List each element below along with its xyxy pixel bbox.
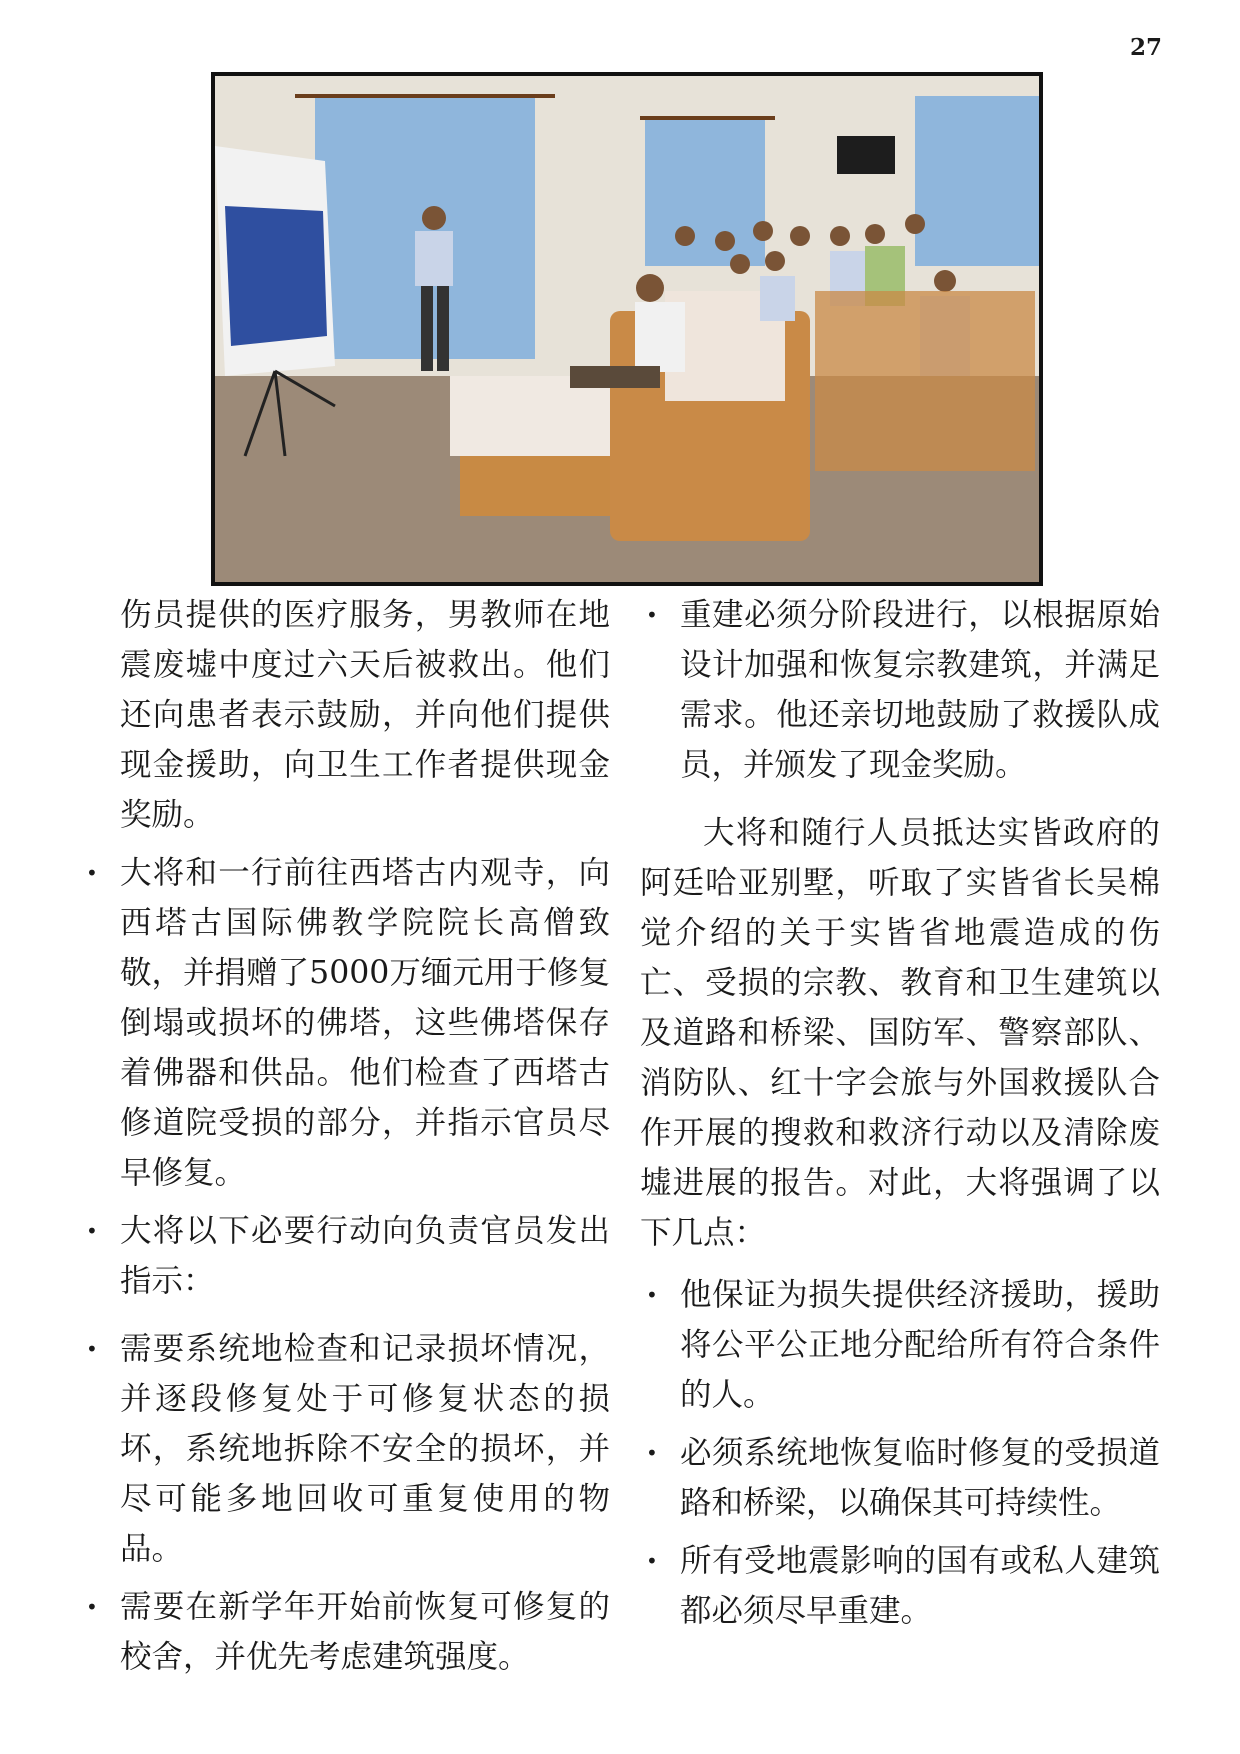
list-item-text: 必须系统地恢复临时修复的受损道路和桥梁，以确保其可持续性。 — [680, 1435, 1160, 1521]
left-continuation-text: 伤员提供的医疗服务，男教师在地震废墟中度过六天后被救出。他们还向患者表示鼓励，并向他们提供现金援助，向卫生工作者提供现金奖励。 — [120, 597, 610, 833]
list-item — [86, 1324, 610, 1574]
bullet-icon: • — [86, 1219, 98, 1243]
page-number: 27 — [1129, 34, 1162, 61]
list-item — [86, 1206, 610, 1306]
list-item — [86, 848, 610, 1198]
list-item-text: 大将和一行前往西塔古内观寺，向西塔古国际佛教学院院长高僧致敬，并捐赠了5000万缅元用于修复倒塌或损坏的佛塔，这些佛塔保存着佛器和供品。他们检查了西塔古修道院受损的部分，并指示官员尽早修复。 — [120, 855, 610, 1191]
list-item-text: 需要系统地检查和记录损坏情况，并逐段修复处于可修复状态的损坏，系统地拆除不安全的损坏，并尽可能多地回收可重复使用的物品。 — [120, 1331, 610, 1567]
bullet-icon: • — [646, 1283, 658, 1307]
left-column — [86, 590, 610, 1690]
bullet-icon: • — [86, 1337, 98, 1361]
list-item-text: 重建必须分阶段进行，以根据原始设计加强和恢复宗教建筑，并满足需求。他还亲切地鼓励了救援队成员，并颁发了现金奖励。 — [680, 597, 1160, 783]
list-item-text: 他保证为损失提供经济援助，援助将公平公正地分配给所有符合条件的人。 — [680, 1277, 1160, 1413]
bullet-icon: • — [86, 861, 98, 885]
list-item — [646, 590, 1160, 790]
bullet-icon: • — [86, 1595, 98, 1619]
right-top-bullet-list — [646, 590, 1160, 790]
list-item — [646, 1536, 1160, 1636]
right-bullet-list — [646, 1270, 1160, 1636]
list-item — [646, 1428, 1160, 1528]
bullet-icon: • — [646, 1549, 658, 1573]
bullet-icon: • — [646, 603, 658, 627]
right-column — [640, 590, 1160, 1644]
list-item — [86, 1582, 610, 1682]
list-item — [646, 1270, 1160, 1420]
bullet-icon: • — [646, 1441, 658, 1465]
meeting-photo-illustration — [215, 76, 1039, 582]
left-bullet-list — [86, 848, 610, 1682]
meeting-photo — [211, 72, 1043, 586]
list-item-text: 需要在新学年开始前恢复可修复的校舍，并优先考虑建筑强度。 — [120, 1589, 610, 1675]
body-paragraph: 大将和随行人员抵达实皆政府的阿廷哈亚别墅，听取了实皆省长吴棉觉介绍的关于实皆省地震造成的伤亡、受损的宗教、教育和卫生建筑以及道路和桥梁、国防军、警察部队、消防队、红十字会旅与外国救援队合作开展的搜救和救济行动以及清除废墟进展的报告。对此，大将强调了以下几点： — [640, 815, 1160, 1251]
list-item-text: 大将以下必要行动向负责官员发出指示： — [120, 1213, 610, 1299]
list-item-text: 所有受地震影响的国有或私人建筑都必须尽早重建。 — [680, 1543, 1160, 1629]
